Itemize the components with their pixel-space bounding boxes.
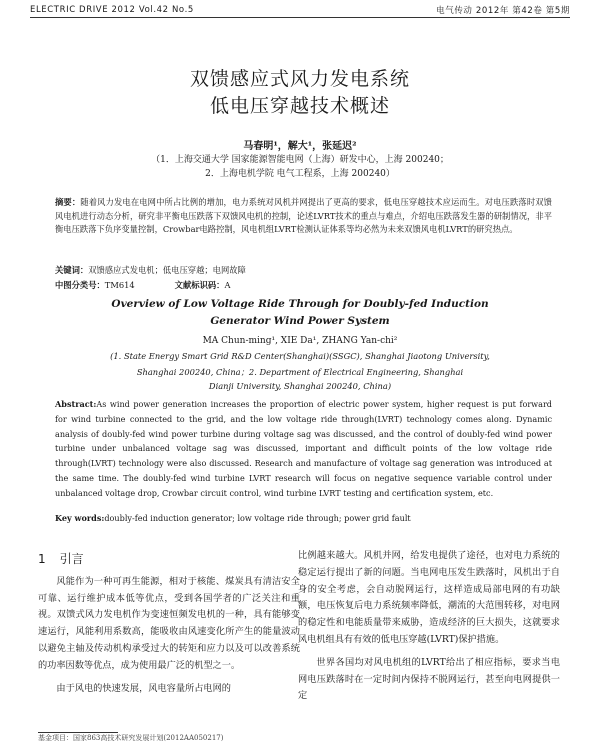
affiliation-en-1: (1. State Energy Smart Grid R&D Center(Shanghai)(SSGC), Shanghai Jiaotong University, — [110, 351, 490, 361]
abstract-en — [55, 397, 552, 501]
paragraph: 比例越来越大。风机并网，给发电提供了途径，也对电力系统的稳定运行提出了新的问题。当电网电压发生跌落时，风机出于自身的安全考虑，会自动脱网运行，这样造成局部电网的有功缺额，电压恢复后电力系统频率降低，潮流的大范围转移，对电网的稳定性和电能质量带来威胁，造成经济的巨大损失，这就要求风电机组具有有效的低电压穿越(LVRT)保护措施。 — [298, 550, 560, 645]
abstract-zh-text: 随着风力发电在电网中所占比例的增加，电力系统对风机并网提出了更高的要求，低电压穿越技术应运而生。对电压跌落时双馈风电机进行动态分析，研究非平衡电压跌落下双馈风电机的控制，论述LVRT技术的重点与难点，介绍电压跌落发生器的研制情况，非平衡电压跌落下负序变量控制，Crowbar电路控制，风电机组LVRT检测认证体系等均必然为未来双馈风电机LVRT的研究热点。 — [55, 197, 552, 234]
clc-label: 中图分类号： — [55, 280, 105, 290]
classification-line — [55, 279, 230, 291]
journal-header-zh: 电气传动 2012年 第42卷 第5期 — [436, 6, 570, 16]
body-column-right — [298, 548, 560, 705]
section-title: 引言 — [59, 552, 84, 566]
section-heading — [38, 551, 300, 568]
abstract-zh — [55, 196, 552, 237]
title-zh-line2: 低电压穿越技术概述 — [209, 95, 390, 117]
affiliation-en-3: Dianji University, Shanghai 200240, China) — [208, 381, 392, 391]
authors-en: MA Chun-ming¹, XIE Da¹, ZHANG Yan-chi² — [202, 336, 398, 346]
affiliation-zh-1: （1．上海交通大学 国家能源智能电网（上海）研发中心，上海 200240； — [151, 155, 449, 165]
title-en-line1: Overview of Low Voltage Ride Through for Doubly-fed Induction — [111, 298, 489, 310]
doc-code-value: A — [224, 280, 231, 290]
footnote: 基金项目：国家863高技术研究发展计划(2012AA050217) — [38, 734, 224, 742]
keywords-en-text: doubly-fed induction generator; low voltage ride through; power grid fault — [104, 513, 411, 523]
doc-code-label: 文献标识码： — [174, 280, 225, 290]
body-column-left — [38, 548, 300, 697]
keywords-en — [55, 513, 552, 523]
keywords-zh-label: 关键词： — [55, 265, 89, 275]
journal-header-en: ELECTRIC DRIVE 2012 Vol.42 No.5 — [30, 5, 194, 15]
abstract-en-text: As wind power generation increases the proportion of electric power system, higher request is put forward for wind turbine connected to the grid, and the low voltage ride through(LVRT) technology comes along. Dynamic analysis of doubly-fed wind power turbine during voltage sag was discussed, and the control of doubly-fed wind power turbine under unbalanced voltage sag was discussed, important and difficult points of the low voltage ride through(LVRT) technology were also discussed. Research and manufacture of voltage sag generation was introduced at the same time. The doubly-fed wind turbine LVRT research will focus on negative sequence variable control under unbalanced voltage drop, Crowbar circuit control, wind turbine LVRT testing and certification system, etc. — [55, 399, 552, 498]
abstract-zh-label: 摘要： — [55, 197, 81, 207]
keywords-en-label: Key words: — [55, 513, 105, 523]
authors-zh: 马春明¹，解大¹，张延迟² — [243, 141, 357, 152]
header-rule — [30, 17, 570, 18]
running-header — [30, 3, 570, 17]
keywords-zh — [55, 264, 552, 276]
paragraph: 由于风电的快速发展，风电容量所占电网的 — [56, 682, 231, 694]
section-number: 1 — [38, 552, 46, 566]
clc-code — [55, 279, 135, 291]
paragraph: 世界各国均对风电机组的LVRT给出了相应指标，要求当电网电压跌落时在一定时间内保持不脱网运行，甚至向电网提供一定 — [298, 656, 560, 702]
abstract-en-label: Abstract: — [55, 399, 97, 409]
affiliation-en-2: Shanghai 200240, China；2. Department of Electrical Engineering, Shanghai — [136, 367, 464, 377]
paragraph: 风能作为一种可再生能源，相对于核能、煤炭具有清洁安全可靠、运行维护成本低等优点，受到各国学者的广泛关注和重视。双馈式风力发电机作为变速恒频发电机的一种，具有能够变速运行，风能利用系数高，能吸收由风速变化所产生的能量波动以避免主轴及传动机构承受过大的转矩和应力以及可以改善系统的功率因数等优点，成为使用最广泛的机型之一。 — [38, 575, 300, 671]
title-zh-line1: 双馈感应式风力发电系统 — [189, 68, 410, 90]
affiliation-zh-2: 2．上海电机学院 电气工程系，上海 200240） — [205, 169, 395, 179]
keywords-zh-text: 双馈感应式发电机；低电压穿越；电网故障 — [88, 265, 246, 275]
doc-code — [175, 279, 231, 291]
title-en-line2: Generator Wind Power System — [210, 315, 390, 327]
clc-value: TM614 — [104, 280, 135, 290]
